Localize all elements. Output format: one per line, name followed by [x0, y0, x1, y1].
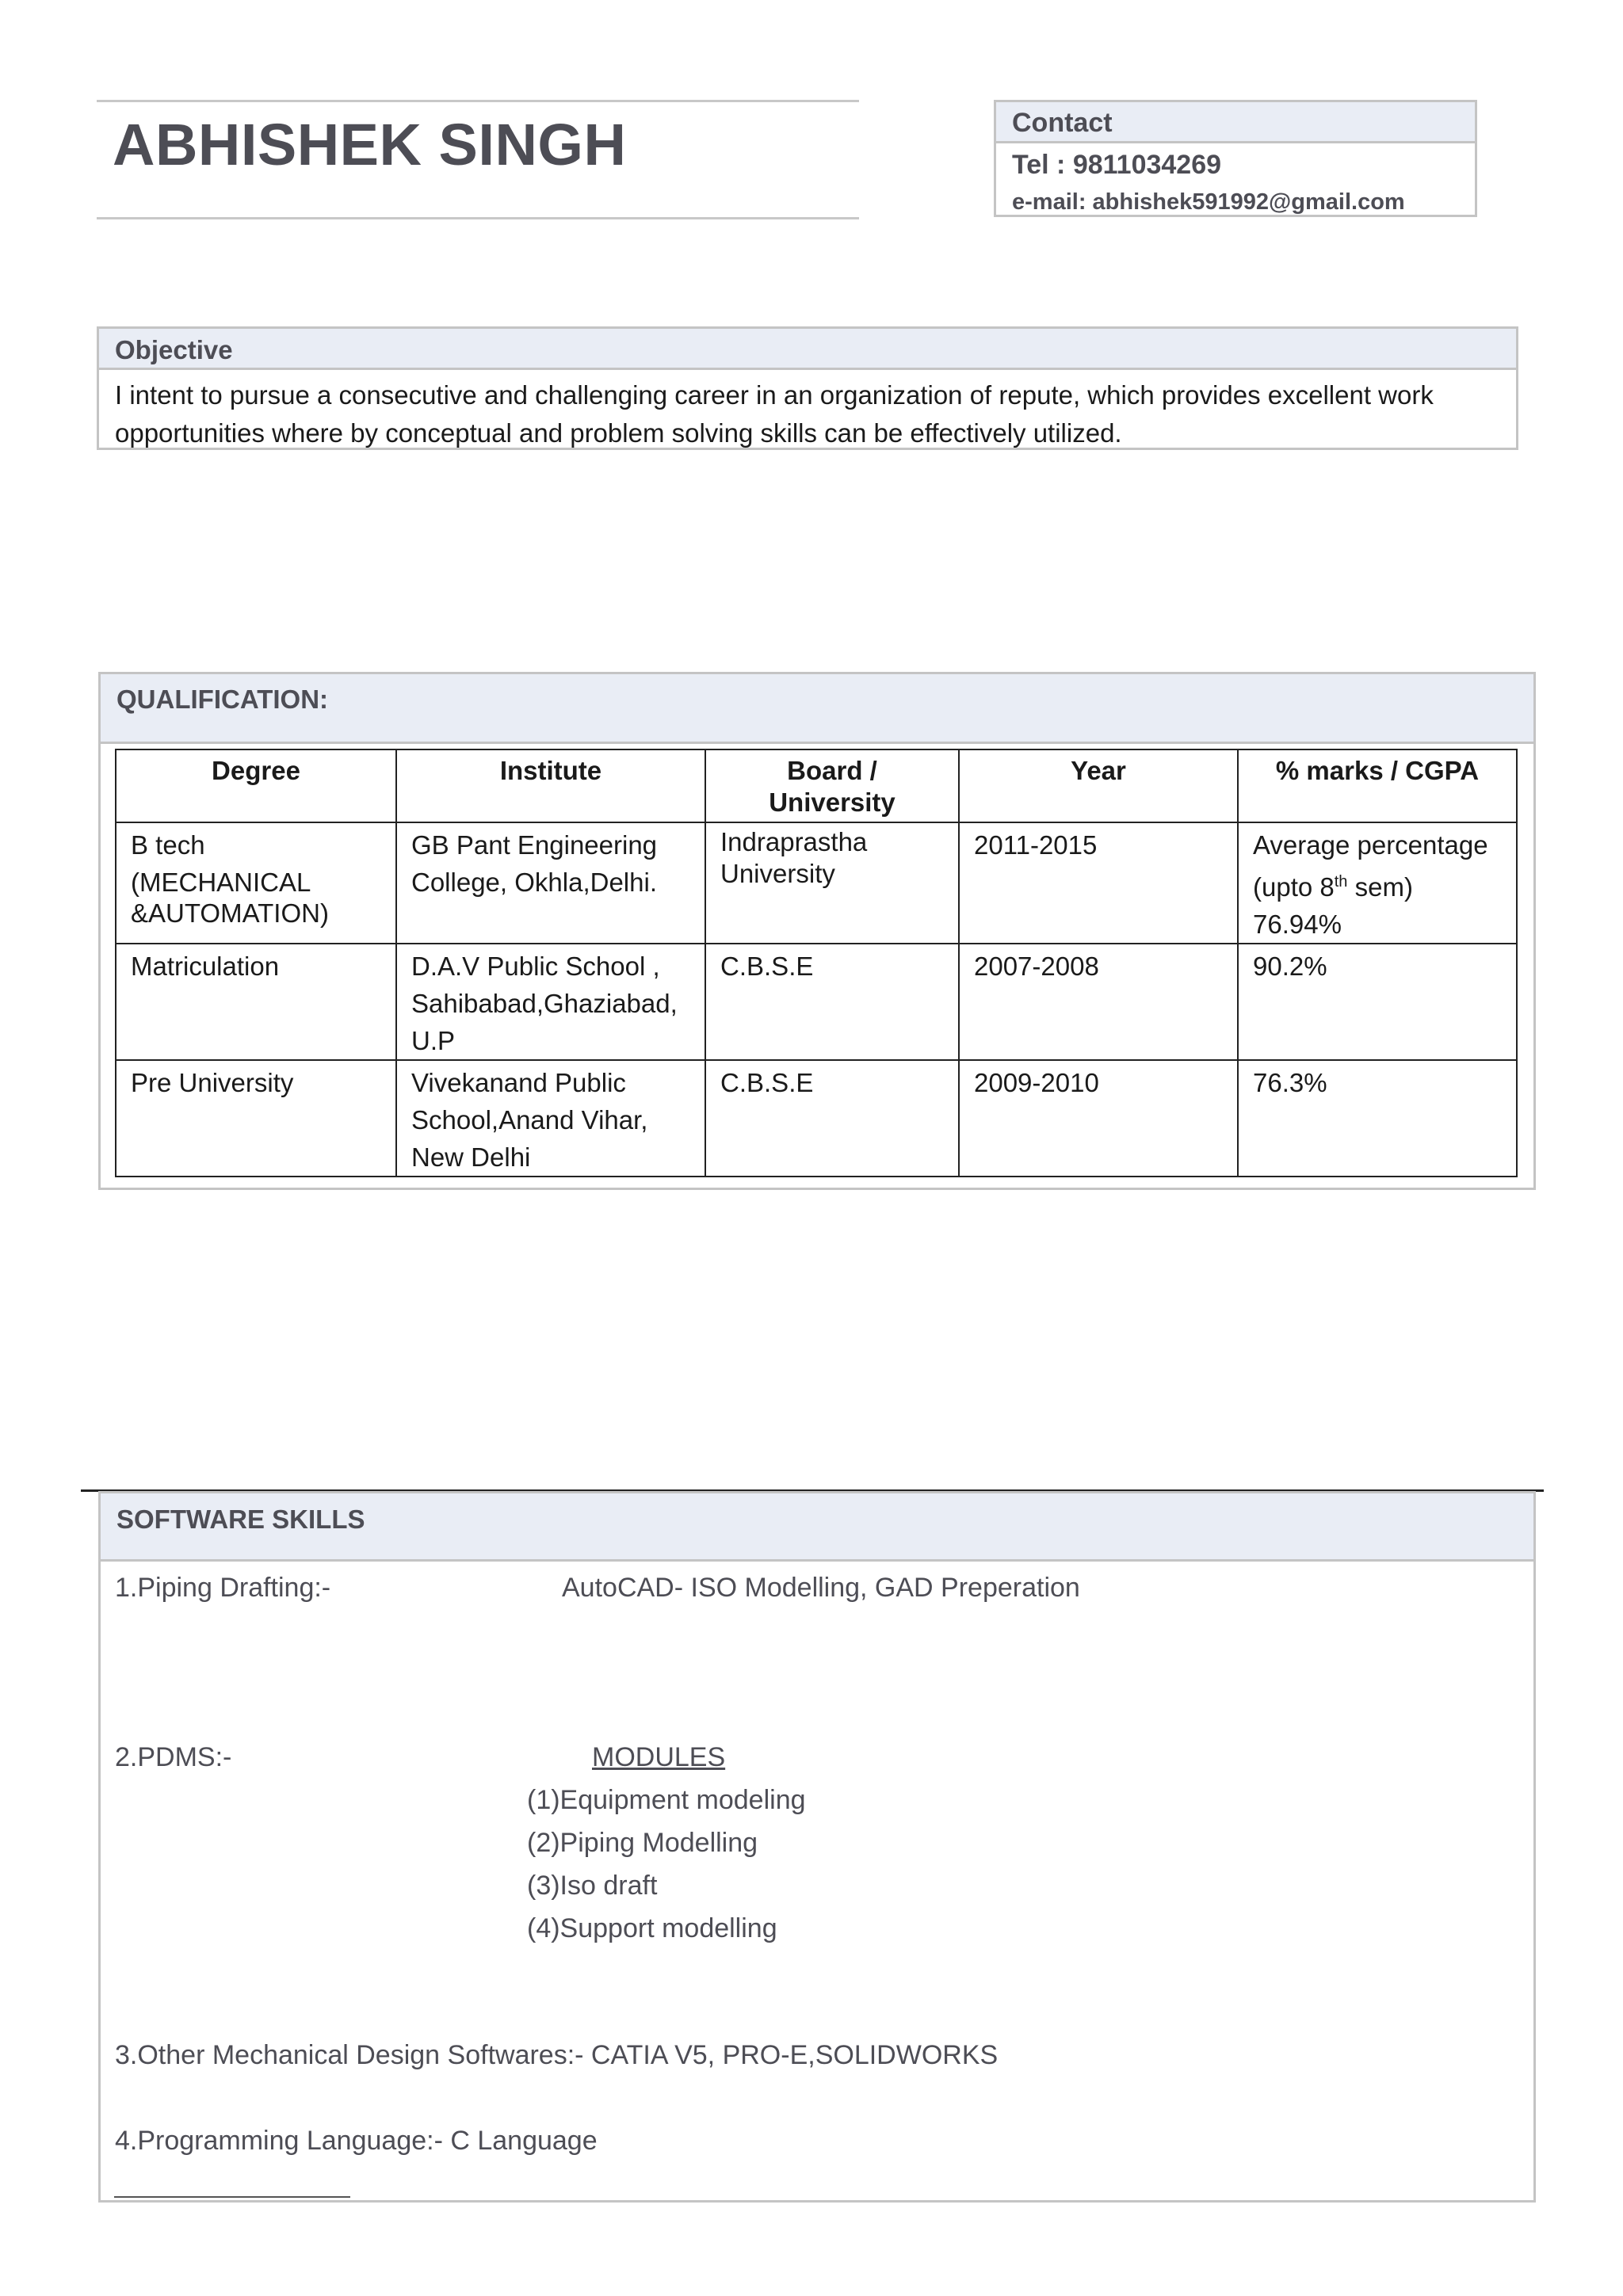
cell-marks: Average percentage (upto 8th sem) 76.94%: [1238, 822, 1517, 944]
cell-board: Indraprastha University: [705, 822, 959, 944]
name-top-rule: [97, 100, 859, 102]
cell-institute: GB Pant Engineering College, Okhla,Delhi.: [396, 822, 705, 944]
table-row: [116, 822, 1517, 944]
objective-title: Objective: [99, 329, 1516, 370]
cell-degree: Pre University: [116, 1060, 396, 1177]
skills-title: SOFTWARE SKILLS: [101, 1493, 1533, 1562]
cell-marks: 76.3%: [1238, 1060, 1517, 1177]
cell-year: 2009-2010: [959, 1060, 1238, 1177]
objective-section: [97, 326, 1518, 450]
table-row: [116, 944, 1517, 1060]
table-header-row: [116, 749, 1517, 822]
contact-phone: Tel : 9811034269: [1012, 150, 1222, 180]
col-year: Year: [959, 749, 1238, 822]
objective-text: I intent to pursue a consecutive and challenging career in an organization of repute, which provides excellent work opportunities where by conceptual and problem solving skills can be effectively utilized.: [115, 380, 1434, 448]
contact-email: e-mail: abhishek591992@gmail.com: [1012, 189, 1405, 215]
contact-box: [994, 100, 1477, 217]
candidate-name: ABHISHEK SINGH: [113, 112, 627, 177]
software-skills-section: [98, 1491, 1536, 2203]
cell-year: 2011-2015: [959, 822, 1238, 944]
module-item: (2)Piping Modelling: [527, 1828, 758, 1858]
qualification-title: QUALIFICATION:: [101, 674, 1533, 744]
contact-title: Contact: [996, 102, 1475, 143]
module-item: (1)Equipment modeling: [527, 1785, 806, 1815]
piping-value: AutoCAD- ISO Modelling, GAD Preperation: [562, 1573, 1080, 1603]
cell-degree: Matriculation: [116, 944, 396, 1060]
col-board: Board / University: [705, 749, 959, 822]
pdms-label: 2.PDMS:-: [115, 1742, 232, 1772]
col-marks: % marks / CGPA: [1238, 749, 1517, 822]
cell-degree: B tech (MECHANICAL &AUTOMATION): [116, 822, 396, 944]
cell-marks: 90.2%: [1238, 944, 1517, 1060]
name-bottom-rule: [97, 217, 859, 219]
cell-year: 2007-2008: [959, 944, 1238, 1060]
module-item: (3)Iso draft: [527, 1871, 658, 1901]
other-software: 3.Other Mechanical Design Softwares:- CATIA V5, PRO-E,SOLIDWORKS: [115, 2040, 999, 2070]
bottom-underline: [114, 2196, 350, 2198]
col-degree: Degree: [116, 749, 396, 822]
modules-title: MODULES: [592, 1742, 726, 1772]
cell-board: C.B.S.E: [705, 944, 959, 1060]
cell-institute: Vivekanand Public School,Anand Vihar, New Delhi: [396, 1060, 705, 1177]
piping-label: 1.Piping Drafting:-: [115, 1573, 331, 1603]
col-institute: Institute: [396, 749, 705, 822]
table-row: [116, 1060, 1517, 1177]
qualification-table: [115, 749, 1518, 1177]
cell-board: C.B.S.E: [705, 1060, 959, 1177]
module-item: (4)Support modelling: [527, 1913, 777, 1943]
programming-language: 4.Programming Language:- C Language: [115, 2126, 598, 2156]
cell-institute: D.A.V Public School , Sahibabad,Ghaziabad, U.P: [396, 944, 705, 1060]
qualification-section: [98, 672, 1536, 1190]
